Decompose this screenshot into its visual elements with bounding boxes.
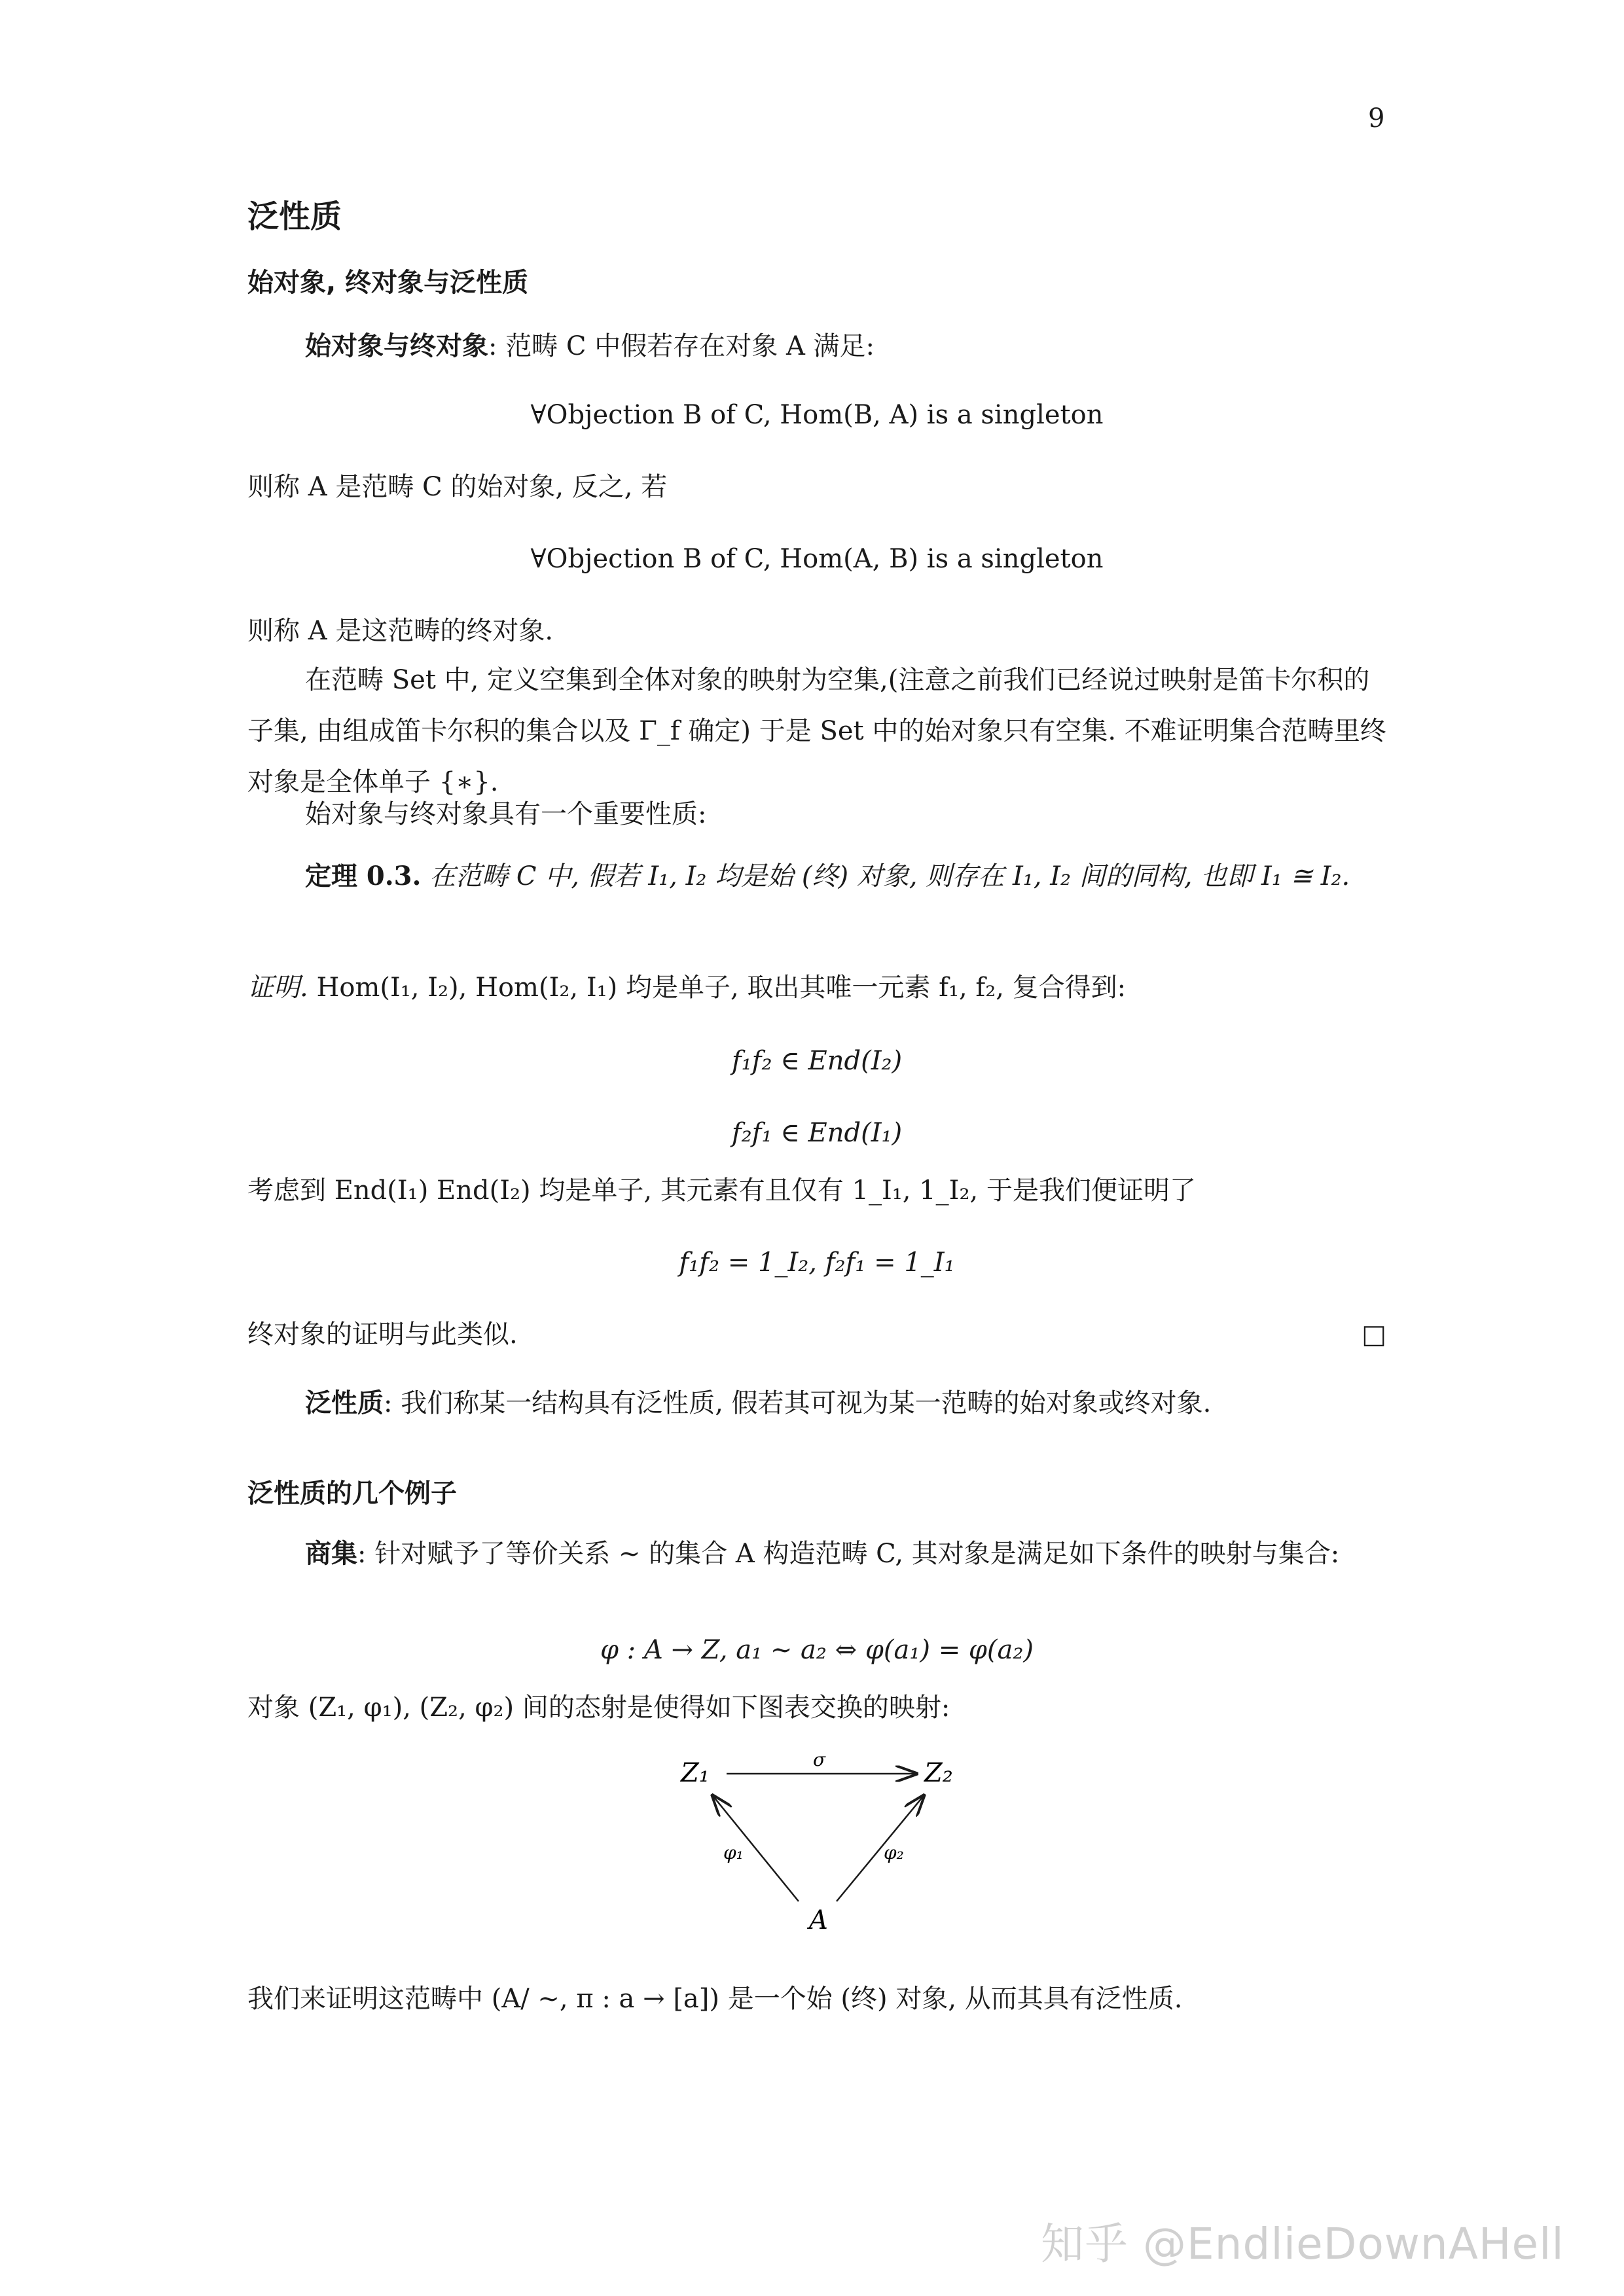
- definition-term: 泛性质: [305, 1388, 384, 1418]
- paragraph-set-category: 在范畴 Set 中, 定义空集到全体对象的映射为空集,(注意之前我们已经说过映射是笛卡尔积的子集, 由组成笛卡尔积的集合以及 Γ_f 确定) 于是 Set 中的始对象只有空集. 不难证明集合范畴里终对象是全体单子 {∗}.: [247, 665, 1386, 797]
- definition-text: : 针对赋予了等价关系 ∼ 的集合 A 构造范畴 C, 其对象是满足如下条件的映射与集合:: [357, 1539, 1340, 1569]
- proof-label: 证明.: [247, 973, 308, 1003]
- paragraph-morphism: 对象 (Z₁, φ₁), (Z₂, φ₂) 间的态射是使得如下图表交换的映射:: [247, 1693, 950, 1723]
- theorem-text: 在范畴 C 中, 假若 I₁, I₂ 均是始 (终) 对象, 则存在 I₁, I₂ 间的同构, 也即 I₁ ≅ I₂.: [429, 861, 1350, 891]
- proof: [247, 962, 1386, 1013]
- node-z2: Z₂: [924, 1758, 953, 1788]
- theorem-label: 定理 0.3.: [305, 861, 422, 891]
- subsection-title-initial-terminal: 始对象, 终对象与泛性质: [247, 268, 529, 298]
- terminal-proof-text: 终对象的证明与此类似.: [247, 1319, 518, 1350]
- paragraph-terminal-proof: [247, 1309, 1386, 1360]
- label-phi1: φ₁: [723, 1842, 744, 1863]
- proof-text: Hom(I₁, I₂), Hom(I₂, I₁) 均是单子, 取出其唯一元素 f₁, f₂, 复合得到:: [316, 973, 1127, 1003]
- definition-universal-property: [247, 1378, 1386, 1429]
- subsection-title-examples: 泛性质的几个例子: [247, 1479, 457, 1509]
- definition-text: : 我们称某一结构具有泛性质, 假若其可视为某一范畴的始对象或终对象.: [384, 1388, 1212, 1418]
- arrow-phi2: [837, 1797, 923, 1901]
- section-title: 泛性质: [247, 198, 342, 235]
- equation-terminal: ∀Objection B of C, Hom(A, B) is a singleton: [530, 544, 1104, 574]
- page-number: 9: [1368, 103, 1385, 134]
- commutative-diagram: [668, 1741, 982, 1937]
- paragraph-consider-end: 考虑到 End(I₁) End(I₂) 均是单子, 其元素有且仅有 1_I₁, 1_I₂, 于是我们便证明了: [247, 1175, 1196, 1206]
- label-sigma: σ: [813, 1749, 826, 1770]
- paragraph-terminal-object: 则称 A 是这范畴的终对象.: [247, 616, 554, 646]
- equation-f1f2: f₁f₂ ∈ End(I₂): [731, 1046, 903, 1076]
- equation-quotient-map: φ : A → Z, a₁ ∼ a₂ ⇔ φ(a₁) = φ(a₂): [600, 1635, 1034, 1665]
- watermark: 知乎 @EndlieDownAHell: [1041, 2219, 1564, 2269]
- paragraph-quotient-initial: 我们来证明这范畴中 (A/ ∼, π : a → [a]) 是一个始 (终) 对象, 从而其具有泛性质.: [247, 1984, 1183, 2014]
- definition-initial-terminal: [247, 321, 1386, 372]
- theorem: [247, 851, 1386, 902]
- equation-initial: ∀Objection B of C, Hom(B, A) is a singleton: [530, 400, 1104, 430]
- definition-quotient-set: [247, 1528, 1386, 1579]
- paragraph-initial-object: 则称 A 是范畴 C 的始对象, 反之, 若: [247, 472, 668, 502]
- qed-symbol: □: [1362, 1319, 1386, 1350]
- equation-f2f1: f₂f₁ ∈ End(I₁): [731, 1118, 903, 1148]
- definition-term: 始对象与终对象: [305, 331, 488, 361]
- node-a: A: [809, 1905, 828, 1935]
- definition-term: 商集: [305, 1539, 357, 1569]
- definition-text: : 范畴 C 中假若存在对象 A 满足:: [488, 331, 875, 361]
- node-z1: Z₁: [681, 1758, 710, 1788]
- equation-identity: f₁f₂ = 1_I₂, f₂f₁ = 1_I₁: [679, 1247, 955, 1278]
- paragraph-important-property: 始对象与终对象具有一个重要性质:: [305, 799, 707, 829]
- label-phi2: φ₂: [884, 1842, 904, 1863]
